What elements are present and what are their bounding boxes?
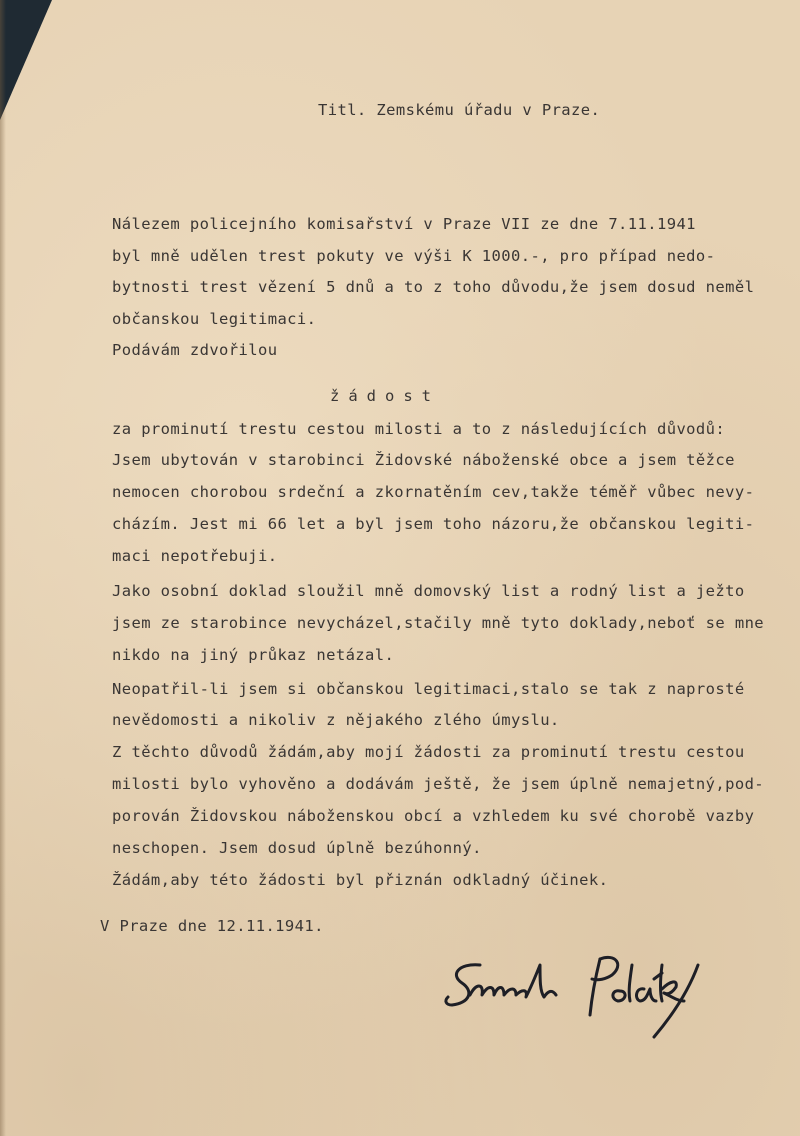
place-date-line: V Praze dne 12.11.1941. — [100, 917, 324, 935]
folded-corner — [0, 0, 52, 120]
paragraph-line: bytnosti trest vězení 5 dnů a to z toho důvodu,že jsem dosud neměl — [112, 278, 755, 296]
body-line: cházím. Jest mi 66 let a byl jsem toho názoru,že občanskou legiti- — [112, 515, 755, 533]
paragraph-line: byl mně udělen trest pokuty ve výši K 1000.-, pro případ nedo- — [112, 247, 716, 265]
body-line: nikdo na jiný průkaz netázal. — [112, 646, 395, 664]
body-line: jsem ze starobince nevycházel,stačily mně tyto doklady,neboť se mne — [112, 614, 765, 632]
body-line: za prominutí trestu cestou milosti a to z následujících důvodů: — [112, 420, 726, 438]
body-line: Jako osobní doklad sloužil mně domovský list a rodný list a ježto — [112, 582, 745, 600]
body-line: neschopen. Jsem dosud úplně bezúhonný. — [112, 839, 482, 857]
paragraph-line: občanskou legitimaci. — [112, 310, 317, 328]
body-line: Neopatřil-li jsem si občanskou legitimaci,stalo se tak z naprosté — [112, 680, 745, 698]
body-line: porován Židovskou náboženskou obcí a vzhledem ku své chorobě vazby — [112, 807, 755, 825]
body-line: nevědomosti a nikoliv z nějakého zlého úmyslu. — [112, 711, 560, 729]
intro-line: Podávám zdvořilou — [112, 341, 278, 359]
body-line: Z těchto důvodů žádám,aby mojí žádosti za prominutí trestu cestou — [112, 743, 745, 761]
handwritten-signature — [440, 945, 720, 1045]
page-edge-shadow — [0, 0, 6, 1136]
paragraph-line: Nálezem policejního komisařství v Praze VII ze dne 7.11.1941 — [112, 215, 696, 233]
addressee-line: Titl. Zemskému úřadu v Praze. — [318, 101, 601, 119]
body-line: nemocen chorobou srdeční a zkornatěním cev,takže téměř vůbec nevy- — [112, 483, 755, 501]
body-line: milosti bylo vyhověno a dodávám ještě, že jsem úplně nemajetný,pod- — [112, 775, 765, 793]
request-heading: žádost — [330, 387, 440, 405]
body-line: Žádám,aby této žádosti byl přiznán odkladný účinek. — [112, 871, 609, 889]
body-line: maci nepotřebuji. — [112, 547, 278, 565]
body-line: Jsem ubytován v starobinci Židovské náboženské obce a jsem těžce — [112, 451, 735, 469]
